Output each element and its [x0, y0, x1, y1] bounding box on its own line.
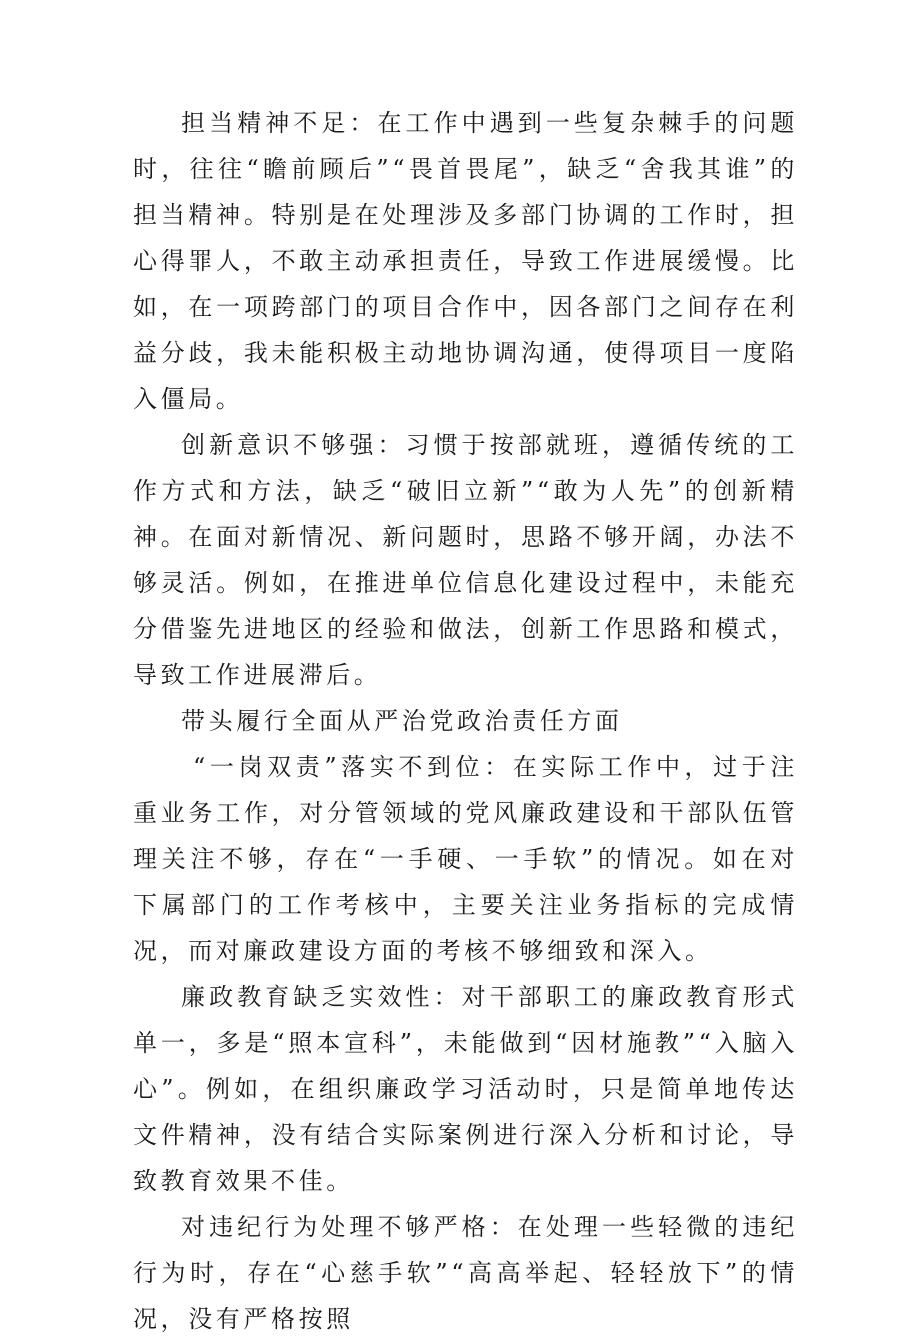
paragraph-innovation: 创新意识不够强：习惯于按部就班，遵循传统的工作方式和方法，缺乏“破旧立新”“敢为人先”的创新精神。在面对新情况、新问题时，思路不够开阔，办法不够灵活。例如，在推进单位信息化建设过程中，未能充分借鉴先进地区的经验和做法，创新工作思路和模式，导致工作进展滞后。 — [133, 431, 798, 689]
paragraph-discipline: 对违纪行为处理不够严格：在处理一些轻微的违纪行为时，存在“心慈手软”“高高举起、轻轻放下”的情况，没有严格按照 — [133, 1213, 798, 1333]
paragraph-responsibility: 担当精神不足：在工作中遇到一些复杂棘手的问题时，往往“瞻前顾后”“畏首畏尾”，缺乏“舍我其谁”的担当精神。特别是在处理涉及多部门协调的工作时，担心得罪人，不敢主动承担责任，导致工作进展缓慢。比如，在一项跨部门的项目合作中，因各部门之间存在利益分歧，我未能积极主动地协调沟通，使得项目一度陷入僵局。 — [133, 109, 798, 413]
paragraph-integrity-education: 廉政教育缺乏实效性：对干部职工的廉政教育形式单一，多是“照本宣科”，未能做到“因材施教”“入脑入心”。例如，在组织廉政学习活动时，只是简单地传达文件精神，没有结合实际案例进行深入分析和讨论，导致教育效果不佳。 — [133, 983, 798, 1195]
paragraph-dual-duty: “一岗双责”落实不到位：在实际工作中，过于注重业务工作，对分管领域的党风廉政建设和干部队伍管理关注不够，存在“一手硬、一手软”的情况。如在对下属部门的工作考核中，主要关注业务指标的完成情况，而对廉政建设方面的考核不够细致和深入。 — [133, 753, 798, 965]
document-body — [133, 100, 798, 1342]
section-heading: 带头履行全面从严治党政治责任方面 — [181, 707, 623, 735]
